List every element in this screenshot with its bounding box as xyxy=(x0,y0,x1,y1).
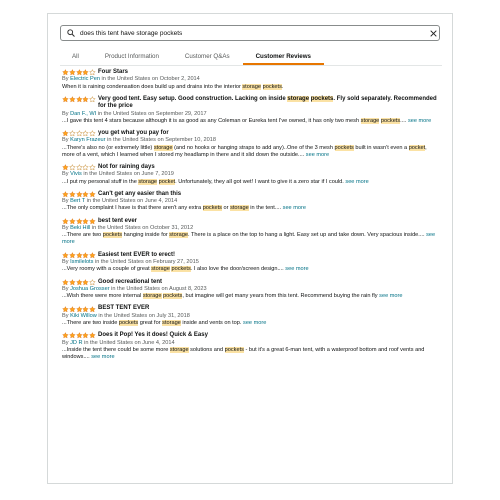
review-header xyxy=(62,69,440,76)
text-segment: or xyxy=(221,205,231,212)
review-date: in the United States on July 31, 2018 xyxy=(96,312,190,319)
review-title: BEST TENT EVER xyxy=(97,305,150,312)
author-link[interactable]: Kiki Willow xyxy=(70,312,97,319)
author-link[interactable]: Bert T xyxy=(70,198,86,205)
highlighted-term: storage xyxy=(138,178,158,185)
review-date: in the United States on February 27, 2015 xyxy=(93,259,199,266)
review-meta xyxy=(62,225,440,232)
review-excerpt xyxy=(62,179,440,186)
text-segment: great for xyxy=(138,319,163,326)
review-list xyxy=(62,69,440,366)
star-icon xyxy=(69,279,76,286)
star-icon xyxy=(62,218,69,225)
highlighted-term: storage xyxy=(153,144,173,151)
tab-product-information[interactable]: Product Information xyxy=(104,53,159,60)
highlighted-term: storage xyxy=(162,319,181,326)
see-more-link[interactable]: see more xyxy=(285,266,309,273)
star-icon xyxy=(82,279,89,286)
star-rating xyxy=(62,69,96,76)
star-icon xyxy=(82,130,89,137)
review-header xyxy=(62,218,440,225)
review-title: best tent ever xyxy=(97,217,137,224)
tab-all[interactable]: All xyxy=(72,53,79,60)
star-rating xyxy=(62,164,96,171)
star-icon xyxy=(89,332,96,339)
review-title xyxy=(98,96,440,111)
text-segment: ...Wish there were more internal xyxy=(62,293,143,300)
by-label: By xyxy=(62,137,71,144)
author-link[interactable]: Dan F., WI xyxy=(70,110,97,117)
star-rating xyxy=(62,130,96,137)
review-item xyxy=(62,96,440,125)
text-segment: Very good tent. Easy setup. Good construction. Lacking on inside xyxy=(97,95,288,102)
author-link[interactable]: Joshua Grosser xyxy=(70,285,110,292)
tab-customer-qas[interactable]: Customer Q&As xyxy=(184,53,230,60)
review-title: Can't get any easier than this xyxy=(97,190,182,197)
review-item xyxy=(62,191,440,213)
text-segment: - but it's a great 6-man tent, with a waterproof bottom and roof vents and windows.... xyxy=(62,346,425,360)
star-icon xyxy=(82,96,89,103)
review-excerpt xyxy=(62,118,440,125)
review-item xyxy=(62,305,440,327)
see-more-link[interactable]: see more xyxy=(345,178,369,185)
by-label: By xyxy=(62,339,71,346)
review-header xyxy=(62,191,440,198)
highlighted-term: storage xyxy=(242,83,262,90)
highlighted-term: pockets xyxy=(202,205,222,212)
review-header xyxy=(62,252,440,259)
text-segment: ...There's also no (or extremely little) xyxy=(62,144,154,151)
star-icon xyxy=(76,130,83,137)
review-title: Good recreational tent xyxy=(97,278,162,285)
star-icon xyxy=(76,218,83,225)
star-icon xyxy=(76,191,83,198)
text-segment: . There is a place on the top to hang a light. Easy set up and take down. Very spacious inside.... xyxy=(187,232,427,239)
highlighted-term: storage xyxy=(169,346,189,353)
star-rating xyxy=(62,218,96,225)
text-segment: hanging inside for xyxy=(122,232,170,239)
star-icon xyxy=(89,279,96,286)
author-link[interactable]: Karyn Frazeur xyxy=(70,137,106,144)
review-meta xyxy=(62,171,440,178)
by-label: By xyxy=(62,110,71,117)
review-excerpt xyxy=(62,205,440,212)
see-more-link[interactable]: see more xyxy=(282,205,306,212)
review-meta xyxy=(62,198,440,205)
text-segment: ...The only complaint I have is that there aren't any extra xyxy=(62,205,203,212)
search-bar xyxy=(60,25,440,41)
review-date: in the United States on October 31, 2012 xyxy=(90,225,194,232)
highlighted-term: storage xyxy=(151,266,170,273)
text-segment: in the tent.... xyxy=(248,205,283,212)
text-segment: built in wasn't even a xyxy=(353,144,409,151)
author-link[interactable]: Electric Pen xyxy=(70,76,100,83)
highlighted-term: pockets xyxy=(118,319,139,326)
star-rating xyxy=(62,96,96,103)
review-excerpt xyxy=(62,145,440,159)
see-more-link[interactable]: see more xyxy=(379,293,403,300)
text-segment: . I also love the door/screen design.... xyxy=(190,266,286,273)
review-title: Easiest tent EVER to erect! xyxy=(97,251,176,258)
highlighted-term: pockets xyxy=(310,95,334,102)
review-date: in the United States on October 2, 2014 xyxy=(99,76,200,83)
by-label: By xyxy=(62,285,71,292)
highlighted-term: pockets xyxy=(334,144,354,151)
review-item xyxy=(62,218,440,247)
review-header xyxy=(62,332,440,339)
review-date: in the United States on June 7, 2019 xyxy=(81,171,174,178)
review-header xyxy=(62,279,440,286)
review-item xyxy=(62,332,440,361)
star-icon xyxy=(76,306,83,313)
star-icon xyxy=(62,252,69,259)
star-icon xyxy=(69,96,76,103)
highlighted-term: pockets xyxy=(163,293,183,300)
by-label: By xyxy=(62,171,71,178)
star-icon xyxy=(89,164,96,171)
star-icon xyxy=(89,218,96,225)
review-excerpt xyxy=(62,84,440,91)
star-rating xyxy=(62,191,96,198)
star-icon xyxy=(89,306,96,313)
star-icon xyxy=(62,130,69,137)
star-icon xyxy=(82,69,89,76)
star-icon xyxy=(89,191,96,198)
star-icon xyxy=(89,69,96,76)
review-item xyxy=(62,252,440,274)
review-excerpt xyxy=(62,293,440,300)
star-icon xyxy=(89,96,96,103)
star-rating xyxy=(62,332,96,339)
star-icon xyxy=(76,252,83,259)
review-meta xyxy=(62,259,440,266)
text-segment: When it is raining condensation does build up and drains into the interior xyxy=(62,83,243,90)
review-meta xyxy=(62,76,440,83)
by-label: By xyxy=(62,76,71,83)
star-icon xyxy=(76,279,83,286)
author-link[interactable]: Ismilelots xyxy=(70,259,94,266)
search-input[interactable] xyxy=(78,27,427,39)
text-segment: ...There are two xyxy=(62,232,103,239)
text-segment: ...Very roomy with a couple of great xyxy=(62,266,152,273)
star-icon xyxy=(62,96,69,103)
text-segment: inside and vents on top. xyxy=(180,319,244,326)
star-icon xyxy=(62,191,69,198)
text-segment: ...I gave this tent 4 stars because although it is as good as any Coleman or Eureka tent I've owned, it has only two mesh xyxy=(62,117,361,124)
review-meta xyxy=(62,313,440,320)
highlighted-term: storage xyxy=(287,95,310,102)
review-date: in the United States on June 4, 2014 xyxy=(85,198,178,205)
text-segment: , but imagine will get many years from this tent. Recommend buying the rain fly xyxy=(182,293,380,300)
star-icon xyxy=(62,279,69,286)
text-segment: solutions and xyxy=(188,346,225,353)
star-icon xyxy=(89,252,96,259)
review-meta xyxy=(62,111,440,118)
review-title: Does it Pop! Yes it does! Quick & Easy xyxy=(97,332,208,339)
star-icon xyxy=(62,69,69,76)
search-icon xyxy=(64,26,78,40)
highlighted-term: pocket xyxy=(158,178,176,185)
see-more-link[interactable]: see more xyxy=(91,353,115,360)
text-segment: (and no hooks or hanging straps to add any)..One of the 3 mesh xyxy=(172,144,335,151)
star-icon xyxy=(76,96,83,103)
review-title: Four Stars xyxy=(97,69,128,75)
review-excerpt xyxy=(62,266,440,273)
review-date: in the United States on September 29, 2017 xyxy=(96,110,207,117)
star-icon xyxy=(69,69,76,76)
star-icon xyxy=(69,130,76,137)
text-segment: ...Inside the tent there could be some more xyxy=(62,346,170,353)
highlighted-term: pockets xyxy=(102,232,123,239)
see-more-link[interactable]: see more xyxy=(305,151,330,158)
review-title: you get what you pay for xyxy=(97,130,169,137)
see-more-link[interactable]: see more xyxy=(243,319,267,326)
star-icon xyxy=(69,252,76,259)
star-icon xyxy=(76,164,83,171)
star-icon xyxy=(69,164,76,171)
review-excerpt xyxy=(62,232,440,246)
review-item xyxy=(62,164,440,186)
review-item xyxy=(62,69,440,91)
review-header xyxy=(62,305,440,312)
text-segment: . xyxy=(281,83,284,90)
highlighted-term: storage xyxy=(230,205,249,212)
review-header xyxy=(62,164,440,171)
star-rating xyxy=(62,252,96,259)
see-more-link[interactable]: see more xyxy=(407,117,432,124)
highlighted-term: pockets xyxy=(262,83,282,90)
highlighted-term: pockets xyxy=(380,117,401,124)
star-icon xyxy=(69,306,76,313)
star-icon xyxy=(62,164,69,171)
by-label: By xyxy=(62,225,71,232)
highlighted-term: pockets xyxy=(224,346,244,353)
star-icon xyxy=(69,218,76,225)
review-header xyxy=(62,96,440,111)
author-link[interactable]: JD R xyxy=(70,339,83,346)
star-icon xyxy=(76,69,83,76)
see-more-link[interactable]: see more xyxy=(62,232,436,246)
review-excerpt xyxy=(62,347,440,361)
by-label: By xyxy=(62,312,71,319)
review-date: in the United States on August 8, 2023 xyxy=(109,285,207,292)
star-icon xyxy=(62,332,69,339)
text-segment: .... xyxy=(400,117,408,124)
review-date: in the United States on September 10, 2018 xyxy=(105,137,216,144)
text-segment: . Unfortunately, they all got wet! I want to give it a zero star if I could. xyxy=(175,178,346,185)
text-segment: ...I put my personal stuff in the xyxy=(62,178,139,185)
highlighted-term: storage xyxy=(142,293,162,300)
star-icon xyxy=(69,191,76,198)
star-icon xyxy=(82,164,89,171)
author-link[interactable]: Vivis xyxy=(70,171,82,178)
review-header xyxy=(62,130,440,137)
star-icon xyxy=(89,130,96,137)
review-item xyxy=(62,279,440,301)
close-icon[interactable] xyxy=(427,26,439,40)
text-segment: . Fly sold separately. Recommended for the price xyxy=(97,95,437,110)
highlighted-term: storage xyxy=(169,232,188,239)
search-results-panel xyxy=(47,13,453,484)
star-rating xyxy=(62,306,96,313)
review-item xyxy=(62,130,440,159)
tab-bar xyxy=(60,50,442,66)
star-icon xyxy=(82,252,89,259)
star-icon xyxy=(82,218,89,225)
star-icon xyxy=(76,332,83,339)
star-icon xyxy=(62,306,69,313)
review-meta xyxy=(62,340,440,347)
text-segment: , more of a vent, which I learned when I stored my headlamp in there and it slid down the outside.... xyxy=(62,144,427,158)
star-icon xyxy=(82,191,89,198)
review-excerpt xyxy=(62,320,440,327)
review-meta xyxy=(62,286,440,293)
star-icon xyxy=(82,306,89,313)
star-icon xyxy=(82,332,89,339)
highlighted-term: storage xyxy=(360,117,380,124)
author-link[interactable]: Beki Hill xyxy=(70,225,91,232)
review-meta xyxy=(62,137,440,144)
by-label: By xyxy=(62,259,71,266)
review-date: in the United States on June 4, 2014 xyxy=(82,339,175,346)
highlighted-term: pockets xyxy=(171,266,191,273)
text-segment: ...There are two inside xyxy=(62,319,119,326)
star-icon xyxy=(69,332,76,339)
tab-customer-reviews[interactable]: Customer Reviews xyxy=(243,50,324,65)
by-label: By xyxy=(62,198,71,205)
star-rating xyxy=(62,279,96,286)
review-title: Not for raining days xyxy=(97,164,155,171)
highlighted-term: pocket xyxy=(408,144,426,151)
